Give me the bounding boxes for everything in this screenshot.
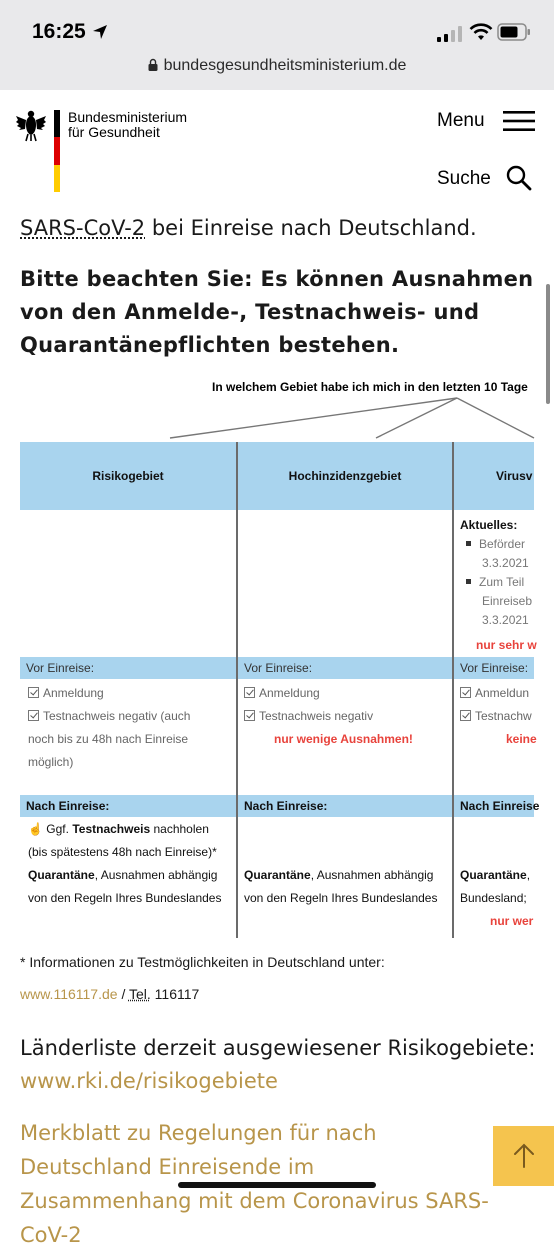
aktuelles-item-cont: 3.3.2021 (482, 613, 529, 627)
pointing-hand-icon: ☝ (28, 822, 43, 836)
intro-paragraph (20, 216, 477, 240)
scrollbar[interactable] (546, 284, 550, 404)
column-head-virusvarianten: Virusv (454, 442, 534, 510)
search-icon[interactable] (506, 165, 532, 191)
checkbox-icon (244, 687, 255, 698)
red-note: nur wer (490, 914, 534, 928)
116117-link[interactable]: www.116117.de (20, 986, 118, 1002)
quarantaene-line: Quarantäne, Ausnahmen abhängig (28, 868, 218, 882)
quarantaene-line: Quarantäne, Ausnahmen abhängig (244, 868, 434, 882)
checkbox-icon (28, 710, 39, 721)
vor-einreise-items-hochinzidenz (244, 682, 413, 751)
aktuelles-red-note: nur sehr w (476, 638, 537, 652)
checkbox-item-cont: noch bis zu 48h nach Einreise (28, 732, 189, 746)
nach-einreise-items-virusvarianten (460, 864, 533, 933)
cellular-signal-icon (437, 26, 463, 42)
nach-einreise-band: Nach Einreise: (20, 795, 236, 817)
checkbox-item: Testnachweis negativ (auch (28, 705, 190, 728)
vor-einreise-items-risikogebiet (28, 682, 190, 774)
red-note: keine (506, 732, 537, 746)
quarantaene-line-cont: Bundesland; (460, 891, 527, 905)
entry-rules-flowchart (20, 370, 540, 940)
aktuelles-item-cont: Einreiseb (482, 594, 533, 608)
wifi-icon (469, 22, 493, 42)
tel-abbreviation[interactable]: Tel. (128, 986, 151, 1002)
intro-paragraph-text: bei Einreise nach Deutschland. (145, 216, 477, 240)
vor-einreise-band: Vor Einreise: (20, 657, 236, 679)
footnote-text: * Informationen zu Testmöglichkeiten in Deutschland unter: (20, 954, 385, 970)
checkbox-icon (244, 710, 255, 721)
hamburger-menu-icon[interactable] (503, 111, 535, 131)
checkbox-icon (460, 710, 471, 721)
column-head-hochinzidenzgebiet: Hochinzidenzgebiet (238, 442, 452, 510)
url-text: bundesgesundheitsministerium.de (163, 57, 407, 74)
search-label[interactable]: Suche (437, 168, 491, 189)
location-arrow-icon (92, 24, 108, 40)
nach-einreise-band: Nach Einreise (454, 795, 534, 817)
home-indicator[interactable] (178, 1182, 376, 1188)
nach-einreise-items-hochinzidenz (244, 864, 437, 910)
menu-label[interactable]: Menu (437, 110, 485, 131)
merkblatt-link[interactable]: Merkblatt zu Regelungen für nach Deutschland Einreisende im Zusammenhang mit dem Coronavirus SARS-CoV-2 (20, 1121, 489, 1247)
checkbox-item: Anmeldun (460, 682, 537, 705)
url-bar[interactable] (0, 57, 554, 83)
quarantaene-line-cont: von den Regeln Ihres Bundeslandes (244, 891, 438, 905)
notice-heading: Bitte beachten Sie: Es können Ausnahmen von den Anmelde-, Testnachweis- und Quarantänepflichten bestehen. (20, 267, 534, 357)
sars-cov-2-link[interactable]: SARS-CoV-2 (20, 216, 146, 240)
checkbox-item: Testnachweis negativ (244, 705, 413, 728)
quarantaene-line: Quarantäne, (460, 868, 531, 882)
vor-einreise-items-virusvarianten (460, 682, 537, 751)
red-note: nur wenige Ausnahmen! (274, 732, 413, 746)
footnote-links (20, 986, 199, 1002)
footnote-separator: / (117, 986, 129, 1002)
checkbox-item: Anmeldung (28, 682, 190, 705)
clock: 16:25 (32, 20, 86, 43)
country-list-heading: Länderliste derzeit ausgewiesener Risikogebiete: (20, 1036, 536, 1060)
browser-status-bar (0, 0, 554, 90)
nach-einreise-band: Nach Einreise: (238, 795, 452, 817)
column-head-risikogebiet: Risikogebiet (20, 442, 236, 510)
ministry-logo-text[interactable] (68, 110, 187, 140)
nach-einreise-test-cont: (bis spätestens 48h nach Einreise)* (28, 845, 217, 859)
tel-number: 116117 (150, 986, 200, 1002)
aktuelles-block (460, 516, 537, 655)
nach-einreise-test: ☝ Ggf. Testnachweis nachholen (28, 822, 209, 836)
checkbox-icon (28, 687, 39, 698)
battery-icon (497, 23, 531, 41)
federal-eagle-icon[interactable] (15, 108, 47, 142)
logo-line-1: Bundesministerium (68, 109, 188, 125)
arrow-up-icon (513, 1143, 535, 1169)
aktuelles-item: Zum Teil (460, 573, 537, 592)
logo-line-2: für Gesundheit (68, 124, 160, 140)
vor-einreise-band: Vor Einreise: (238, 657, 452, 679)
nach-einreise-items-risikogebiet (28, 818, 221, 910)
back-to-top-button[interactable] (493, 1126, 554, 1186)
flowchart-question: In welchem Gebiet habe ich mich in den letzten 10 Tage (212, 380, 528, 394)
rki-risikogebiete-link[interactable]: www.rki.de/risikogebiete (20, 1069, 278, 1093)
checkbox-item: Testnachw (460, 705, 537, 728)
lock-icon (148, 58, 158, 71)
aktuelles-label: Aktuelles: (460, 518, 518, 532)
german-flag-bar (54, 110, 60, 192)
checkbox-item-cont: möglich) (28, 755, 74, 769)
checkbox-icon (460, 687, 471, 698)
vor-einreise-band: Vor Einreise: (454, 657, 534, 679)
quarantaene-line-cont: von den Regeln Ihres Bundeslandes (28, 891, 222, 905)
checkbox-item: Anmeldung (244, 682, 413, 705)
aktuelles-item: Beförder (460, 535, 537, 554)
aktuelles-item-cont: 3.3.2021 (482, 556, 529, 570)
